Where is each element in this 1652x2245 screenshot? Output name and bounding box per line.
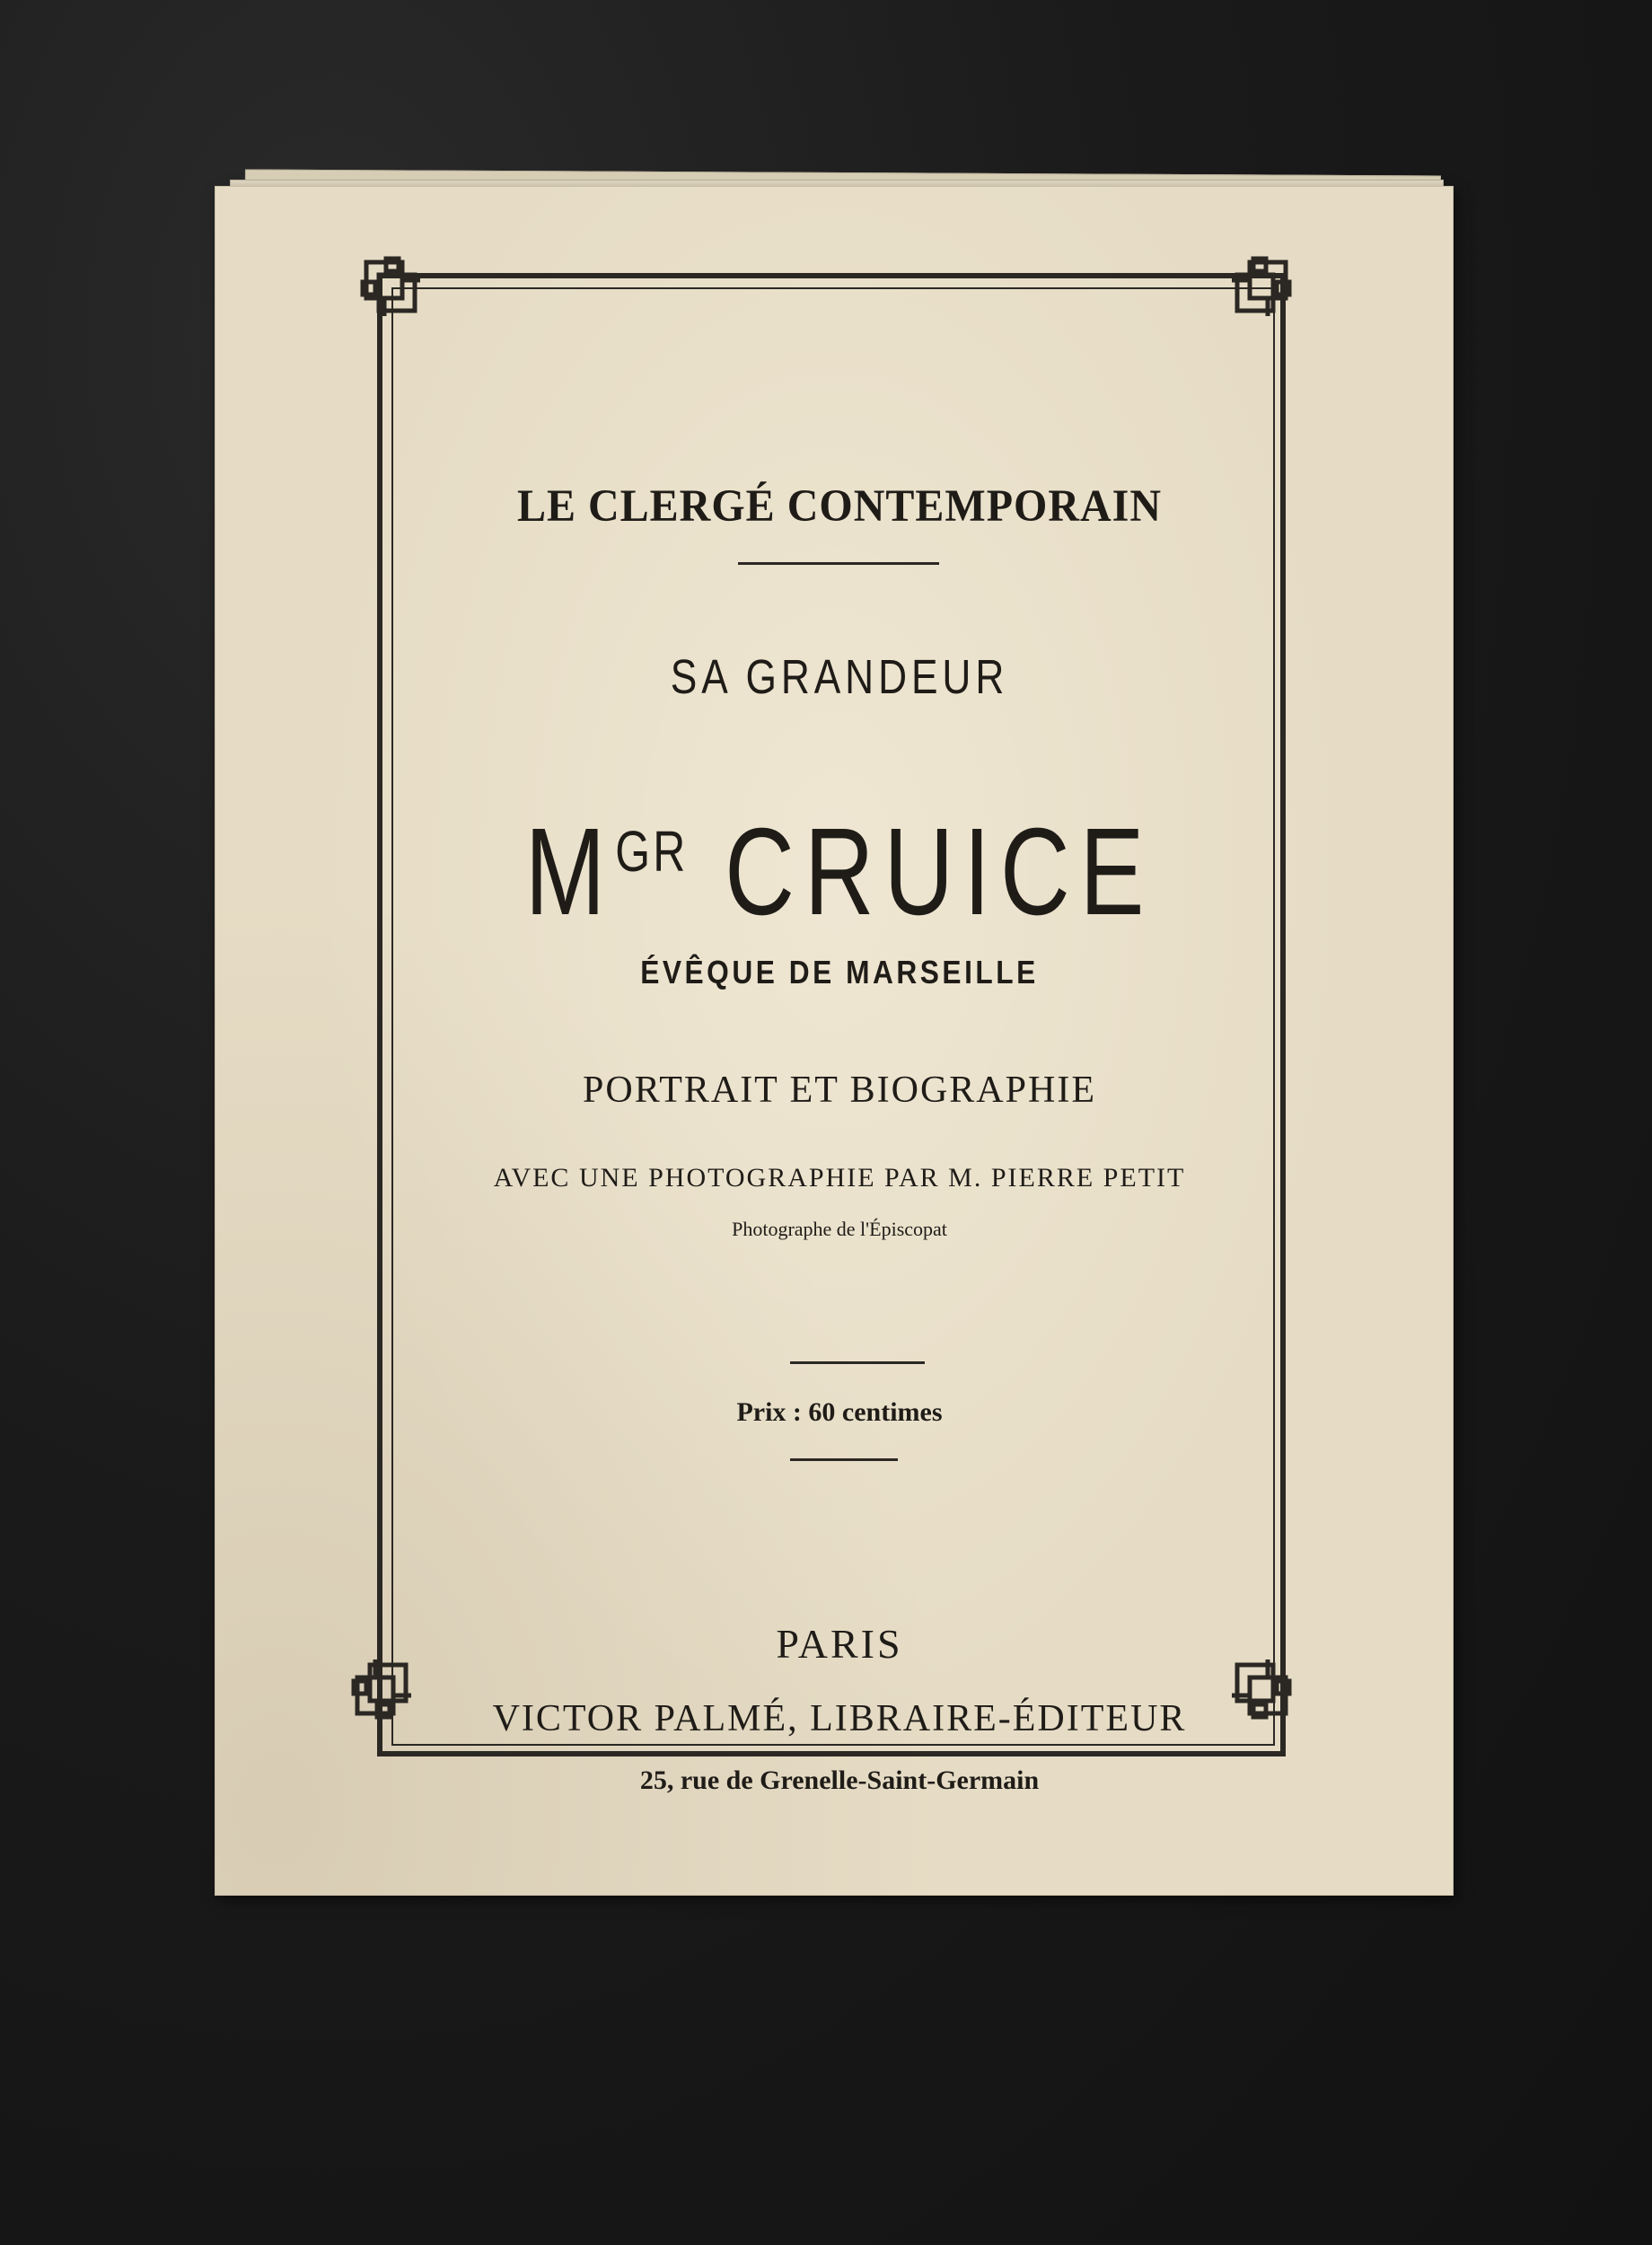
corner-ornament-icon (1221, 255, 1293, 327)
imprint-publisher: VICTOR PALMÉ, LIBRAIRE-ÉDITEUR (492, 1698, 1187, 1739)
name-main: CRUICE (725, 803, 1155, 941)
imprint-city: PARIS (776, 1621, 903, 1667)
name-prefix-superscript: GR (615, 819, 689, 884)
honorific: SA GRANDEUR (670, 650, 1009, 704)
divider-rule (738, 562, 939, 565)
series-title: LE CLERGÉ CONTEMPORAIN (516, 480, 1163, 532)
name-prefix: M (524, 803, 616, 941)
bishop-name (493, 784, 1186, 939)
pamphlet-cover (215, 187, 1453, 1895)
subtitle: PORTRAIT ET BIOGRAPHIE (583, 1070, 1096, 1111)
photo-credit: AVEC UNE PHOTOGRAPHIE PAR M. PIERRE PETIT (493, 1163, 1186, 1193)
divider-rule (790, 1361, 925, 1364)
corner-ornament-icon (359, 255, 431, 327)
office-title: ÉVÊQUE DE MARSEILLE (640, 954, 1039, 990)
imprint-address: 25, rue de Grenelle-Saint-Germain (639, 1765, 1040, 1795)
divider-rule (790, 1458, 898, 1461)
price: Prix : 60 centimes (736, 1397, 943, 1427)
photo-credit-note: Photographe de l'Épiscopat (732, 1218, 947, 1240)
